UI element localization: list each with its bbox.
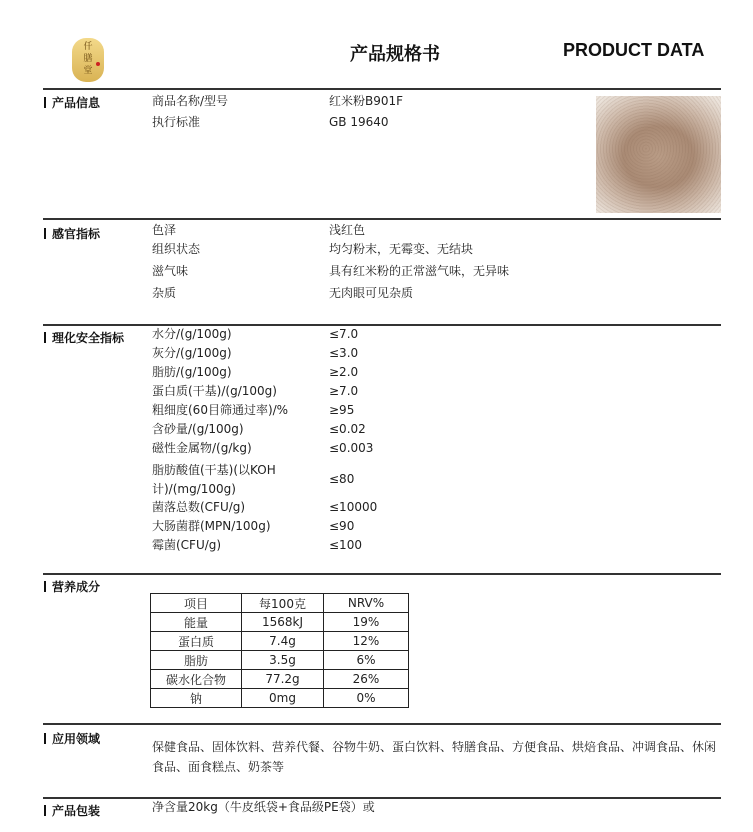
field-label: 滋气味	[152, 264, 189, 278]
field-label: 菌落总数(CFU/g)	[152, 500, 246, 514]
section-divider	[43, 573, 721, 575]
table-header-row	[151, 594, 409, 613]
page-title-cn: 产品规格书	[350, 44, 440, 65]
field-value: ≥2.0	[329, 365, 359, 379]
field-value: ≤0.003	[329, 441, 374, 455]
field-value: ≤0.02	[329, 422, 366, 436]
table-cell: 26%	[324, 670, 409, 689]
field-value: 红米粉B901F	[329, 94, 404, 108]
field-label: 大肠菌群(MPN/100g)	[152, 519, 271, 533]
table-row	[151, 632, 409, 651]
table-cell: 钠	[151, 689, 242, 708]
table-row	[151, 689, 409, 708]
section-title-application: 应用领域	[44, 730, 100, 747]
field-value: ≤10000	[329, 500, 378, 514]
table-header-cell: NRV%	[324, 594, 409, 613]
section-divider	[43, 723, 721, 725]
field-label: 商品名称/型号	[152, 94, 229, 108]
field-value: ≤80	[329, 472, 355, 486]
logo-char-1: 仟	[83, 42, 93, 52]
section-title-nutrition: 营养成分	[44, 578, 100, 595]
table-cell: 77.2g	[242, 670, 324, 689]
table-cell: 7.4g	[242, 632, 324, 651]
section-title-physchem: 理化安全指标	[44, 329, 124, 346]
table-cell: 6%	[324, 651, 409, 670]
field-label: 水分/(g/100g)	[152, 327, 232, 341]
field-value: ≥7.0	[329, 384, 359, 398]
table-row	[151, 670, 409, 689]
table-cell: 0mg	[242, 689, 324, 708]
field-label: 灰分/(g/100g)	[152, 346, 232, 360]
field-label: 杂质	[152, 286, 177, 300]
table-cell: 19%	[324, 613, 409, 632]
field-label: 磁性金属物/(g/kg)	[152, 441, 252, 455]
table-cell: 0%	[324, 689, 409, 708]
section-title-sensory: 感官指标	[44, 225, 100, 242]
section-divider	[43, 88, 721, 90]
table-cell: 脂肪	[151, 651, 242, 670]
product-photo	[596, 96, 721, 213]
field-value: ≥95	[329, 403, 355, 417]
field-label: 蛋白质(干基)/(g/100g)	[152, 384, 277, 398]
page-title-en: PRODUCT DATA	[563, 40, 705, 60]
nutrition-table	[150, 593, 409, 708]
application-text: 保健食品、固体饮料、营养代餐、谷物牛奶、蛋白饮料、特膳食品、方便食品、烘焙食品、冲调食品、休闲食品、面食糕点、奶茶等	[152, 740, 717, 774]
table-cell: 12%	[324, 632, 409, 651]
field-label: 组织状态	[152, 242, 201, 256]
section-divider	[43, 218, 721, 220]
field-value: 具有红米粉的正常滋气味，无异味	[329, 264, 510, 278]
section-divider	[43, 797, 721, 799]
field-label-cont: 计)/(mg/100g)	[152, 482, 236, 496]
field-label: 含砂量/(g/100g)	[152, 422, 244, 436]
section-divider	[43, 324, 721, 326]
field-value: ≤90	[329, 519, 355, 533]
logo-seal-dot	[96, 62, 100, 66]
field-label: 执行标准	[152, 115, 201, 129]
table-row	[151, 651, 409, 670]
table-cell: 1568kJ	[242, 613, 324, 632]
section-title-product-info: 产品信息	[44, 94, 100, 111]
field-value: ≤7.0	[329, 327, 359, 341]
field-value: ≤3.0	[329, 346, 359, 360]
field-value: 无肉眼可见杂质	[329, 286, 414, 300]
section-title-packaging: 产品包装	[44, 802, 100, 819]
field-label: 脂肪酸值(干基)(以KOH	[152, 463, 276, 477]
brand-logo	[72, 38, 104, 82]
field-value: GB 19640	[329, 115, 389, 129]
field-label: 粗细度(60目筛通过率)/%	[152, 403, 289, 417]
table-cell: 碳水化合物	[151, 670, 242, 689]
table-cell: 能量	[151, 613, 242, 632]
packaging-text: 净含量20kg（牛皮纸袋+食品级PE袋）或	[152, 800, 375, 814]
table-cell: 蛋白质	[151, 632, 242, 651]
field-label: 霉菌(CFU/g)	[152, 538, 222, 552]
table-header-cell: 项目	[151, 594, 242, 613]
field-value: ≤100	[329, 538, 362, 552]
table-header-cell: 每100克	[242, 594, 324, 613]
field-value: 浅红色	[329, 223, 366, 237]
table-cell: 3.5g	[242, 651, 324, 670]
field-label: 色泽	[152, 223, 177, 237]
table-row	[151, 613, 409, 632]
logo-char-3: 堂	[83, 66, 93, 76]
field-label: 脂肪/(g/100g)	[152, 365, 232, 379]
field-value: 均匀粉末，无霉变、无结块	[329, 242, 474, 256]
logo-char-2: 膳	[83, 54, 93, 64]
